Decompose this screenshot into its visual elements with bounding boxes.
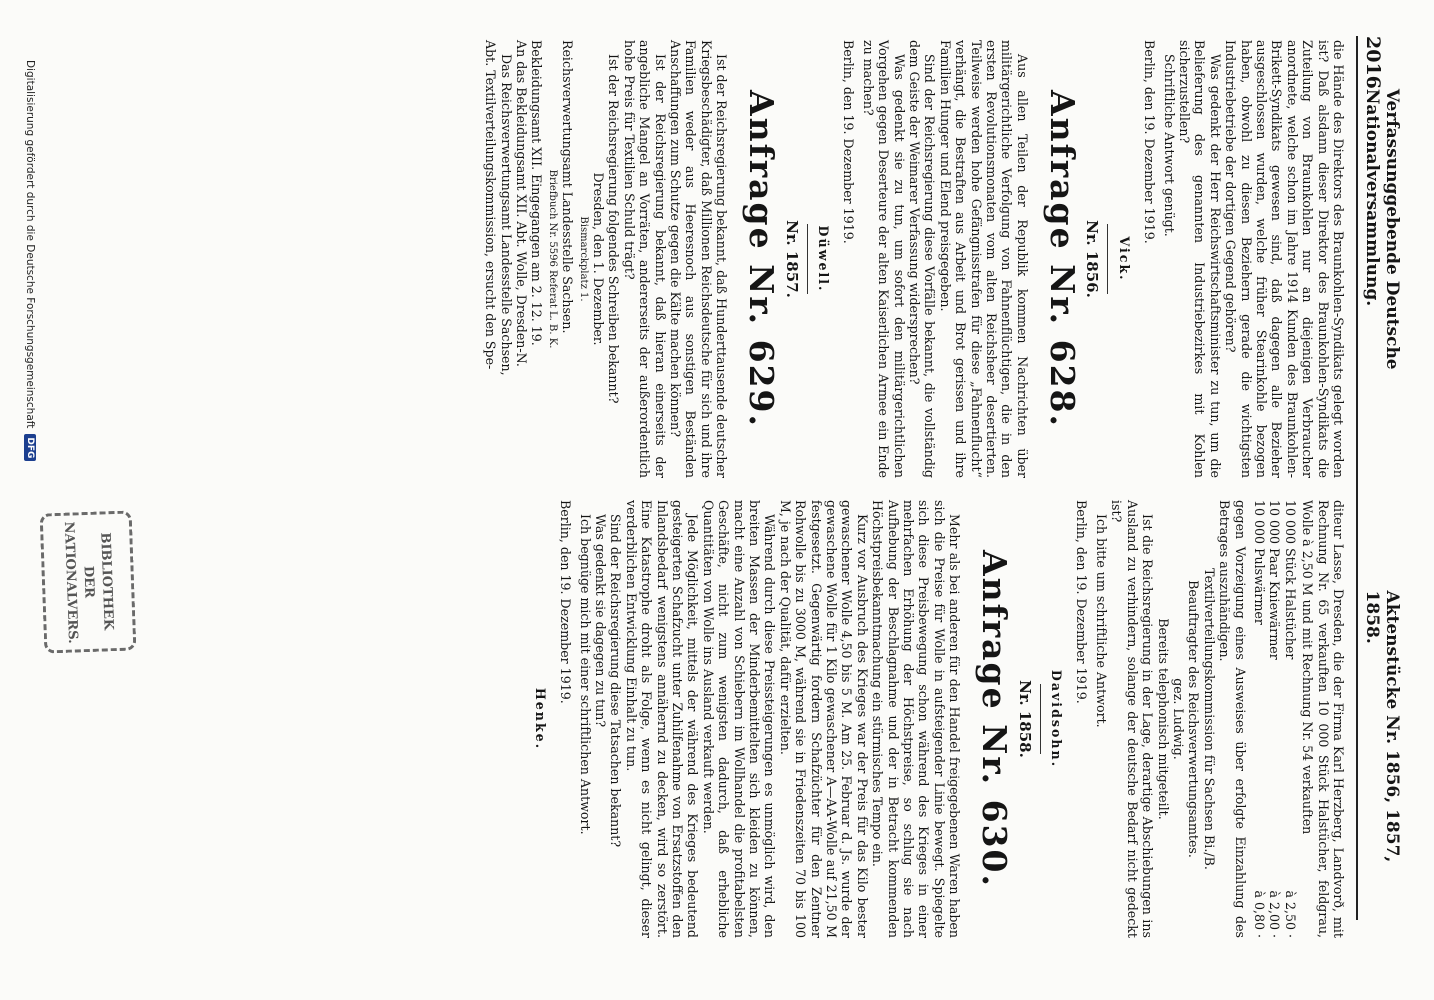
dfg-logo: DFG <box>24 434 36 461</box>
signature: Vick. <box>1116 236 1132 282</box>
continued-paragraph: diteur Lasse, Dresden, die der Firma Karl Herzberg, Landvorð, mit Rechnung Nr. 65 verkauften 10 000 Stück Halstücher, feldgrau, Wolle à 2,50 M und mit Rechnung Nr. 54 verkauften <box>1300 500 1346 938</box>
paragraph: Sind der Reichsregierung diese Vorfälle bekannt, die vollständig dem Geiste der Weimarer Verfassung widersprechen? <box>907 40 938 478</box>
divider <box>807 224 808 294</box>
paragraph: Ist der Reichsregierung bekannt, daß Hunderttausende deutscher Kriegsbeschädigter, daß Millionen Reichsdeutsche für sich und ihre Familien weder aus Heeresnoch aus sonstigen Beständen Anschaffungen zum Schutze gegen die Kälte machen können? <box>668 40 730 478</box>
letter-sender: Reichsverwertungsamt Landesstelle Sachsen. <box>560 40 576 334</box>
list-item: 10 000 Pulswärmer à 0,80 · <box>1251 500 1267 938</box>
paragraph: Ich bitte um schriftliche Antwort. <box>1093 514 1109 728</box>
inquiry-title: Anfrage Nr. 629. <box>742 90 782 428</box>
answer-note: Schriftliche Antwort genügt. <box>1161 54 1177 237</box>
letter-recipient: An das Bekleidungsamt XII. Abt. Wolle, Dresden-N. <box>513 40 529 367</box>
list-item: 10 000 Stück Halstücher à 2,50 · <box>1282 500 1298 938</box>
question-paragraph: Was gedenkt der Herr Reichswirtschaftsminister zu tun, um die Belieferung des genannten Industriebezirkes mit Kohlen sicherzustellen? <box>1176 40 1223 478</box>
document-number: Nr. 1857. <box>782 220 801 298</box>
signature: Henke. <box>532 687 548 751</box>
paragraph: Was gedenkt sie zu tun, um sofort den militärgerichtlichen Vorgehen gegen Deserteure der alten Kaiserlichen Armee ein Ende zu machen? <box>860 40 907 478</box>
document-reference: Aktenstücke Nr. 1856, 1857, 1858. <box>1362 590 1402 863</box>
page-title: Verfassunggebende Deutsche Nationalversammlung. <box>1362 88 1402 370</box>
signed-line: gez. Ludwig. <box>1170 678 1186 760</box>
list-item: 10 000 Paar Kniewärmer à 2,00 · <box>1267 500 1283 938</box>
paragraph: Mehr als bei anderen für den Handel freigegebenen Waren haben sich die Preise für Wolle in aufsteigender Linie bewegt. Spiegelte sich diese Preisbewegung schon während des Krieges in einer mehrfachen Erhöhung der Höchstpreise, so schlug sie nach Aufhebung der Beschlagnahme und der in Betracht kommenden Höchstpreisbekanntmachung ein stürmisches Tempo ein. <box>870 500 963 938</box>
paragraph: Ich begnüge mich mit einer schriftlichen Antwort. <box>577 514 593 835</box>
paragraph: Was gedenkt sie dagegen zu tun? <box>592 514 608 728</box>
delegate-line: Beauftragter des Reichsverwertungsamtes. <box>1186 580 1202 858</box>
right-column <box>524 500 1346 938</box>
phoned-note: Bereits telephonisch mitgeteilt. <box>1155 618 1171 820</box>
digitization-footer <box>24 60 36 461</box>
page-number: 2016 <box>1362 36 1384 89</box>
signature: Düwell. <box>816 225 832 293</box>
divider <box>1040 684 1041 754</box>
letter-body: Das Reichsverwertungsamt Landesstelle Sachsen, <box>498 54 514 376</box>
document-number: Nr. 1856. <box>1083 220 1102 298</box>
page-header <box>1356 36 1412 920</box>
letter-received: Bekleidungsamt XII. Eingegangen am 2. 12. 19. <box>529 40 545 346</box>
date-line: Berlin, den 19. Dezember 1919. <box>841 40 857 244</box>
letter-date: Dresden, den 1. Dezember. <box>590 172 606 346</box>
paragraph: Aus allen Teilen der Republik kommen Nachrichten über militärgerichtliche Verfolgung von Fahnenflüchtigen, die in den ersten Revolutionsmonaten vom alten Reichsheer desertierten. Teilweise werden hohe Gefängnisstrafen für diese „Fahnenflucht“ verhängt, die Bestraften aus Arbeit und Brot gerissen und ihre Familien Hunger und Elend preisgegeben. <box>937 40 1030 478</box>
paragraph: gegen Vorzeigung eines Ausweises über erfolgte Einzahlung des Betrages auszuhändigen. <box>1217 500 1248 938</box>
library-stamp: BIBLIOTHEK DER NATIONALVERS. <box>40 510 137 653</box>
letter-reference: Briefbuch Nr. 5596 Referat L. B. K. <box>546 169 558 349</box>
paragraph: Kurz vor Ausbruch des Krieges war der Preis für das Kilo bester gewaschener Wolle 4,50 bis 5 M. Am 25. Februar d. Js. wurde der gewaschene Wolle für 1 Kilo gewaschener A—AA-Wolle auf 21,50 M festgesetzt. Gegenwärtig fordern Schafzüchter für den Zentner Rohwolle bis zu 3000 M, während sie in Friedenszeiten 70 bis 100 M, je nach der Qualität, dafür erzielten. <box>777 500 870 938</box>
paragraph: Jede Möglichkeit, mittels der während des Krieges bedeutend gesteigerten Schafzucht unter Zuhilfenahme von Ersatzstoffen den Inlandsbedarf wenigstens annähernd zu decken, wird so zerstört. Eine Katastrophe droht als Folge, wenn es nicht gelingt, dieser verderblichen Entwicklung Einhalt zu tun. <box>623 500 701 938</box>
letter-address: Bismarckplatz 1. <box>577 216 589 302</box>
left-column <box>483 40 1346 478</box>
paragraph: Während durch diese Preissteigerungen es unmöglich wird, den breiten Massen der Minderbemittelten sich kleiden zu können, macht eine Anzahl von Schiebern im Wollhandel die profitabelsten Geschäfte, nicht zum wenigsten dadurch, daß erhebliche Quantitäten von Wolle ins Ausland verkauft werden. <box>700 500 778 938</box>
date-line: Berlin, den 19. Dezember 1919. <box>1074 500 1090 704</box>
inquiry-title: Anfrage Nr. 628. <box>1042 90 1082 428</box>
item-list <box>1252 500 1298 938</box>
document-number: Nr. 1858. <box>1015 680 1034 758</box>
paragraph: Sind der Reichsregierung diese Tatsachen bekannt? <box>608 514 624 848</box>
intro-paragraph: die Hände des Direktors des Braunkohlen-Syndikats gelegt worden ist? Daß alsdann dieser Direktor des Braunkohlen-Syndikats die Zuteilung von Braunkohlen nur an diejenigen Verbraucher anordnete, welche schon im Jahre 1914 Kunden des Braunkohlen-Brikett-Syndikats gewesen sind, daß dagegen alle Bezieher ausgeschlossen wurden, welche früher Stearinkohle bezogen haben, obwohl zu diesen Beziehern gerade die wichtigsten Industriebetriebe der dortigen Gegend gehören? <box>1223 40 1346 478</box>
signature: Davidsohn. <box>1049 669 1065 769</box>
commission-line: Textilverteilungskommission für Sachsen Bi./B. <box>1201 568 1217 870</box>
paragraph: Ist die Reichsregierung in der Lage, derartige Abschiebungen ins Ausland zu verhindern, solange der deutsche Bedarf nicht gedeckt ist? <box>1109 500 1156 938</box>
paragraph: Ist der Reichsregierung folgendes Schreiben bekannt? <box>606 54 622 404</box>
footer-text: Digitalisierung gefördert durch die Deutsche Forschungsgemeinschaft <box>24 60 36 429</box>
letter-body-continued: Abt. Textilverteilungskommission, ersucht den Spe- <box>483 40 499 370</box>
inquiry-title: Anfrage Nr. 630. <box>975 550 1015 888</box>
paragraph: Ist der Reichsregierung bekannt, daß hieran einerseits der angebliche Mangel an Vorräten, andererseits der außerordentlich hohe Preis für Textilien Schuld trägt? <box>621 40 668 478</box>
divider <box>1107 224 1108 294</box>
date-line: Berlin, den 19. Dezember 1919. <box>558 500 574 704</box>
date-line: Berlin, den 19. Dezember 1919. <box>1142 40 1158 244</box>
